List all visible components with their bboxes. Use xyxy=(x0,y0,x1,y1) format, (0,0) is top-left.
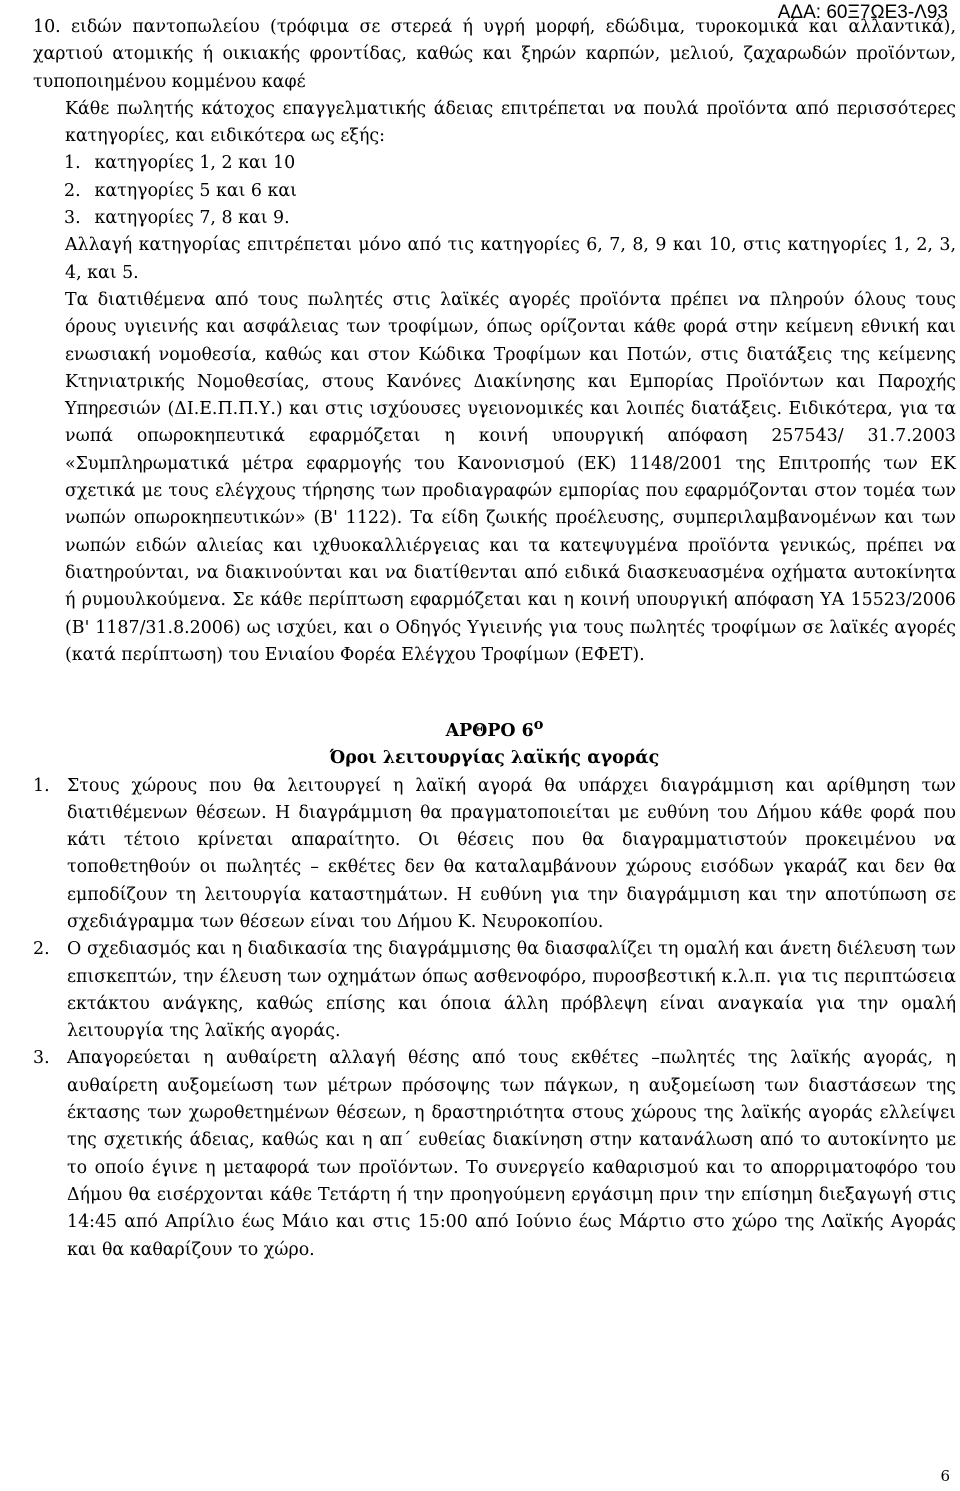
hygiene-paragraph: Τα διατιθέμενα από τους πωλητές στις λαϊκές αγορές προϊόντα πρέπει να πληρούν όλους τους όρους υγιεινής και ασφάλειας των τροφίμων, όπως ορίζονται κάθε φορά στην κείμενη εθνική και ενωσιακή νομοθεσία, καθώς και στον Κώδικα Τροφίμων και Ποτών, στις διατάξεις της κείμενης Κτηνιατρικής Νομοθεσίας, στους Κανόνες Διακίνησης και Εμπορίας Προϊόντων και Παροχής Υπηρεσιών (ΔΙ.Ε.Π.Π.Υ.) και στις ισχύουσες υγειονομικές και λοιπές διατάξεις. Ειδικότερα, για τα νωπά οπωροκηπευτικά εφαρμόζεται η κοινή υπουργική απόφαση 257543/ 31.7.2003 «Συμπληρωματικά μέτρα εφαρμογής του Κανονισμού (ΕΚ) 1148/2001 της Επιτροπής των ΕΚ σχετικά με τους ελέγχους τήρησης των προδιαγραφών εμπορίας που εφαρμόζονται στον τομέα των νωπών οπωροκηπευτικών» (Β' 1122). Τα είδη ζωικής προέλευσης, συμπεριλαμβανομένων και των νωπών ειδών αλιείας και ιχθυοκαλλιέργειας και τα κατεψυγμένα προϊόντα γενικώς, πρέπει να διατηρούνται, να διακινούνται και να διατίθενται από ειδικά διασκευασμένα οχήματα αυτοκίνητα ή ρυμουλκούμενα. Σε κάθε περίπτωση εφαρμόζεται και η κοινή υπουργική απόφαση ΥΑ 15523/2006 (Β' 1187/31.8.2006) ως ισχύει, και ο Οδηγός Υγιεινής για τους πωλητές τροφίμων σε λαϊκές αγορές (κατά περίπτωση) του Ενιαίου Φορέα Ελέγχου Τροφίμων (ΕΦΕΤ). xyxy=(65,289,956,665)
article-items-list xyxy=(33,773,956,1264)
article-heading: ΑΡΘΡΟ $6^o$ xyxy=(445,716,544,741)
page-number: 6 xyxy=(940,1467,950,1485)
list-item: 2. Ο σχεδιασμός και η διαδικασία της διαγράμμισης θα διασφαλίζει τη ομαλή και άνετη διέλευση των επισκεπτών, την έλευση των οχημάτων όπως ασθενοφόρο, πυροσβεστική κ.λ.π. για τις περιπτώσεια εκτάκτου ανάγκης, καθώς επίσης και όποια άλλη πρόβλεψη είναι αναγκαία για την ομαλή λειτουργία της λαϊκής αγοράς. xyxy=(33,939,956,1042)
list-item: 1. Στους χώρους που θα λειτουργεί η λαϊκή αγορά θα υπάρχει διαγράμμιση και αρίθμηση των διατιθέμενων θέσεων. Η διαγράμμιση θα πραγματοποιείται με ευθύνη του Δήμου κάθε φορά που κάτι τέτοιο κρίνεται απαραίτητο. Οι θέσεις που θα διαγραμματιστούν προκειμένου να τοποθετηθούν οι πωλητές – εκθέτες δεν θα καταλαμβάνουν χώρους εισόδων γκαράζ και δεν θα εμποδίζουν τη λειτουργία καταστημάτων. Η ευθύνη για την διαγράμμιση και την αποτύπωση σε σχεδιάγραμμα των θέσεων είναι του Δήμου Κ. Νευροκοπίου. xyxy=(33,775,956,932)
list-item: 3. κατηγορίες 7, 8 και 9. xyxy=(64,208,290,229)
ada-code: ΑΔΑ: 60Ξ7ΩΕ3-Λ93 xyxy=(777,2,948,23)
category-change-paragraph: Αλλαγή κατηγορίας επιτρέπεται μόνο από τις κατηγορίες 6, 7, 8, 9 και 10, στις κατηγορίες 1, 2, 3, 4, και 5. xyxy=(65,235,956,283)
seller-rule-paragraph: Κάθε πωλητής κάτοχος επαγγελματικής άδειας επιτρέπεται να πουλά προϊόντα από περισσότερες κατηγορίες, και ειδικότερα ως εξής: xyxy=(65,98,956,147)
document-body xyxy=(33,14,956,1264)
list-item: 3. Απαγορεύεται η αυθαίρετη αλλαγή θέσης από τους εκθέτες –πωλητές της λαϊκής αγοράς, η αυθαίρετη αυξομείωση των μέτρων πρόσοψης των πάγκων, η αυξομείωση των διαστάσεων της έκτασης των χωροθετημένων θέσεων, η δραστηριότητα στους χώρους της λαϊκής αγοράς ελλείψει της σχετικής άδειας, καθώς και η απ΄ ευθείας διακίνηση στην κατανάλωση από το αυτοκίνητο με το οποίο έγινε η μεταφορά των προϊόντων. Το συνεργείο καθαρισμού και το απορριματοφόρο του Δήμου θα εισέρχονται κάθε Τετάρτη ή την προηγούμενη εργάσιμη πριν την επίσημη διεξαγωγή στις 14:45 από Απρίλιο έως Μάιο και στις 15:00 από Ιούνιο έως Μάρτιο στο χώρο της Λαϊκής Αγοράς και θα καθαρίζουν το χώρο. xyxy=(33,1048,956,1260)
list-item: 2. κατηγορίες 5 και 6 και xyxy=(64,180,297,201)
article-title: Όροι λειτουργίας λαϊκής αγοράς xyxy=(329,748,660,769)
item-10-paragraph xyxy=(33,14,956,96)
list-item: 1. κατηγορίες 1, 2 και 10 xyxy=(64,153,296,174)
item-10-text: ειδών παντοπωλείου (τρόφιμα σε στερεά ή υγρή μορφή, εδώδιμα, τυροκομικά και αλλαντικά), χαρτιού ατομικής ή οικιακής φροντίδας, καθώς και ξηρών καρπών, μελιού, ζαχαρωδών προϊόντων, τυποποιημένου κομμένου καφέ xyxy=(33,17,956,92)
category-combinations-list xyxy=(33,150,956,232)
item-10-number: 10. xyxy=(33,17,61,37)
